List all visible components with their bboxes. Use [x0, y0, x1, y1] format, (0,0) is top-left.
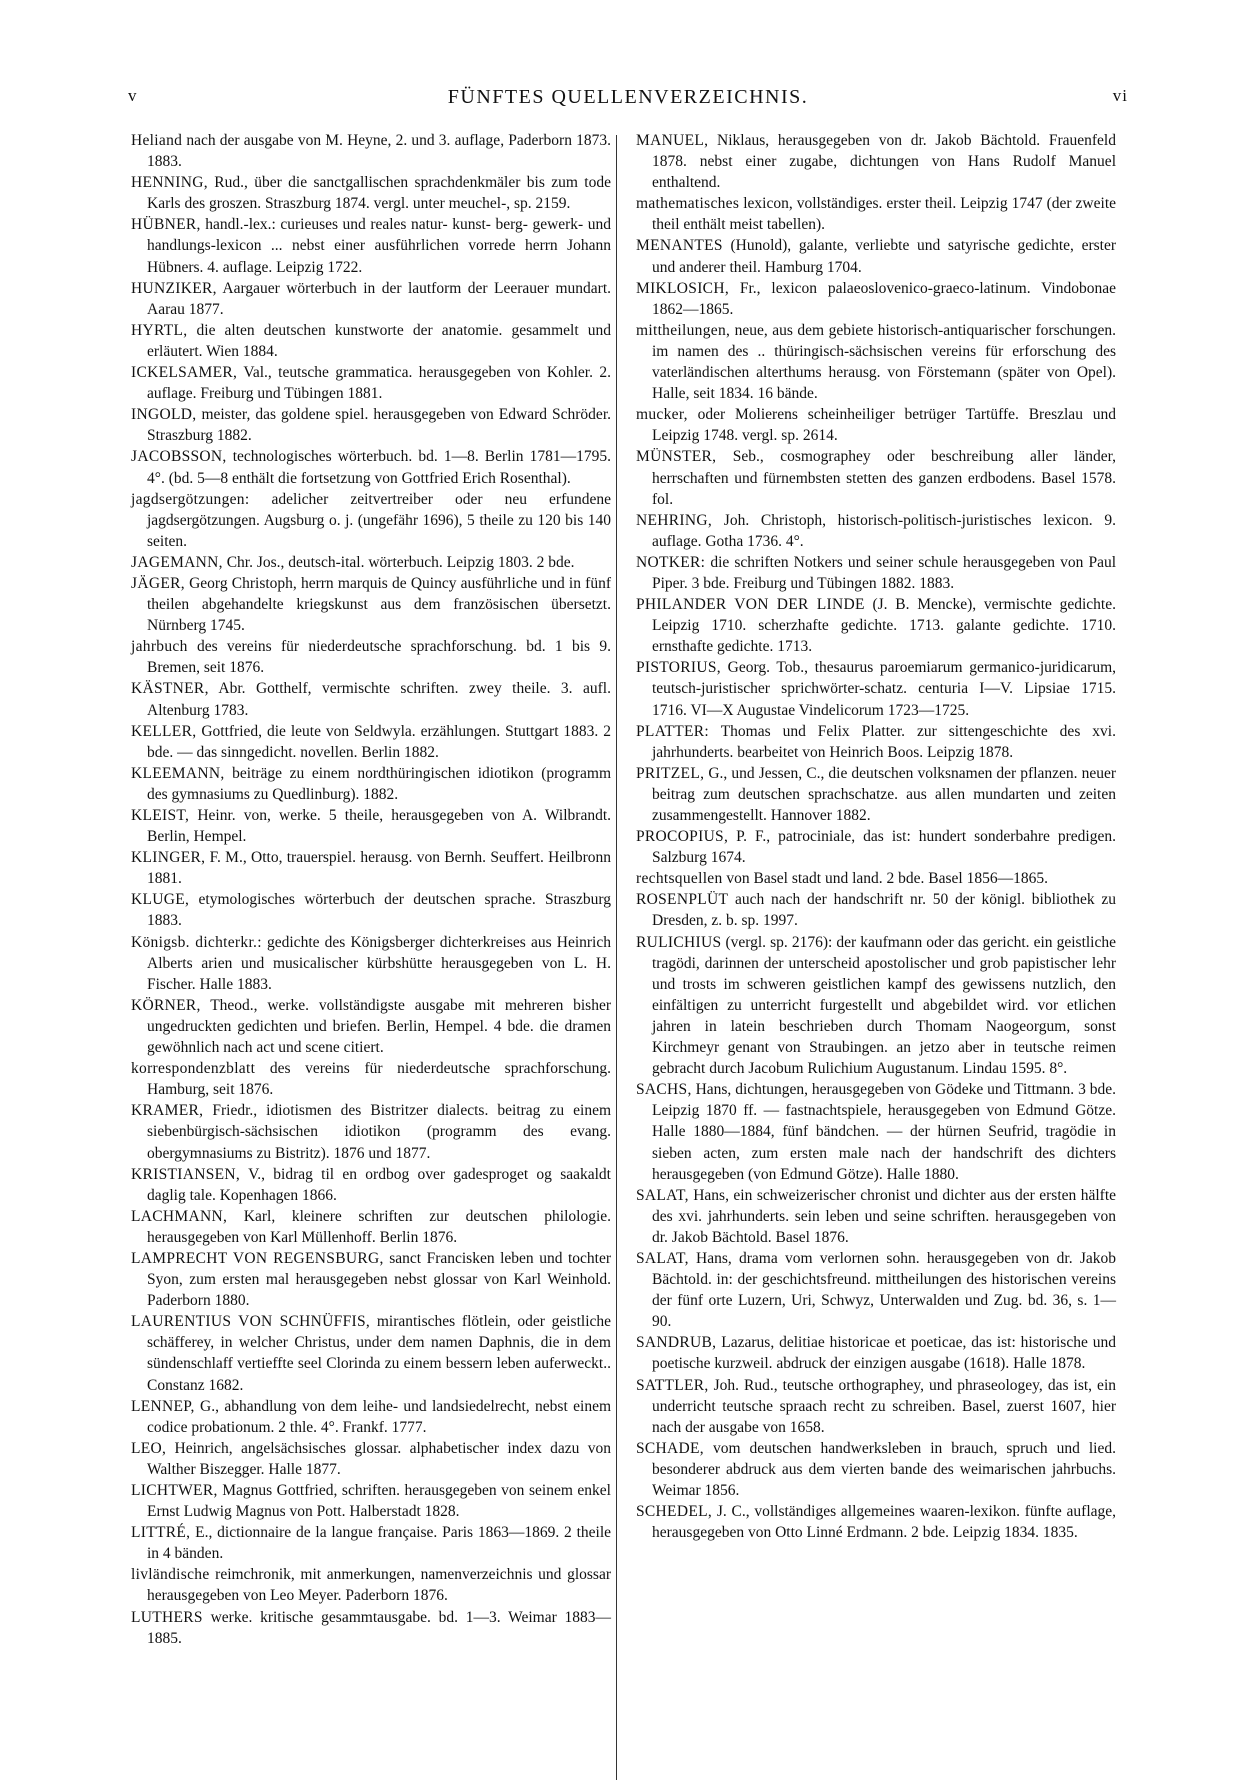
- entry-text: Thomas und Felix Platter. zur sittengeschichte des xvi. jahrhunderts. bearbeitet von Heinrich Boos. Leipzig 1878.: [652, 722, 1116, 761]
- entry-headword: Königsb. dichterkr.:: [131, 933, 262, 951]
- page-number-left: v: [128, 86, 138, 105]
- entry-text: werke. kritische gesammtausgabe. bd. 1—3. Weimar 1883—1885.: [147, 1608, 611, 1647]
- bibliography-entry: [131, 573, 611, 636]
- entry-text: des vereins für niederdeutsche sprachforschung. bd. 1 bis 9. Bremen, seit 1876.: [147, 638, 611, 677]
- bibliography-entry: [131, 1564, 611, 1606]
- entry-text: des vereins für niederdeutsche sprachforschung. Hamburg, seit 1876.: [147, 1060, 611, 1099]
- entry-text: oder Molierens scheinheiliger betrüger Tartüffe. Breszlau und Leipzig 1748. vergl. sp. 2614.: [652, 406, 1117, 445]
- entry-headword: PHILANDER VON DER LINDE: [636, 596, 865, 614]
- entry-headword: mucker,: [636, 406, 688, 424]
- bibliography-entry: [131, 636, 611, 678]
- entry-text: Joh. Christoph, historisch-politisch-juristisches lexicon. 9. auflage. Gotha 1736. 4°.: [652, 511, 1117, 550]
- entry-text: Hans, dichtungen, herausgegeben von Gödeke und Tittmann. 3 bde. Leipzig 1870 ff. — fastnachtspiele, herausgegeben von Edmund Götze. Halle 1880—1884, fünf bändchen. — der hürnen Seufrid, tragödie in sieben acten, zum ersten male nach der handschrift des dichters herausgegeben (von Edmund Götze). Halle 1880.: [652, 1081, 1117, 1183]
- entry-text: E., dictionnaire de la langue française. Paris 1863—1869. 2 theile in 4 bänden.: [147, 1524, 612, 1563]
- entry-headword: ICKELSAMER,: [131, 364, 238, 382]
- entry-headword: mittheilungen,: [636, 321, 731, 339]
- bibliography-entry: [131, 1396, 611, 1438]
- entry-text: Gottfried, die leute von Seldwyla. erzählungen. Stuttgart 1883. 2 bde. — das sinngedicht. novellen. Berlin 1882.: [147, 722, 611, 761]
- entry-headword: INGOLD,: [131, 406, 197, 424]
- bibliography-entry: [131, 721, 611, 763]
- entry-text: beiträge zu einem nordthüringischen idiotikon (programm des gymnasiums zu Quedlinburg). 1882.: [147, 764, 611, 803]
- entry-text: V., bidrag til en ordbog over gadesproget og saakaldt daglig tale. Kopenhagen 1866.: [147, 1165, 611, 1204]
- bibliography-entry: [636, 1248, 1116, 1332]
- bibliography-entry: [636, 130, 1116, 193]
- entry-headword: MIKLOSICH,: [636, 279, 729, 297]
- entry-headword: HUNZIKER,: [131, 279, 217, 297]
- entry-text: Karl, kleinere schriften zur deutschen philologie. herausgegeben von Karl Müllenhoff. Berlin 1876.: [147, 1207, 612, 1246]
- entry-text: Val., teutsche grammatica. herausgegeben von Kohler. 2. auflage. Freiburg und Tübingen 1881.: [147, 364, 611, 403]
- bibliography-entry: [636, 1332, 1116, 1374]
- bibliography-entry: [636, 235, 1116, 277]
- entry-text: nach der ausgabe von M. Heyne, 2. und 3. auflage, Paderborn 1873. 1883.: [147, 132, 611, 171]
- bibliography-entry: [636, 1375, 1116, 1438]
- bibliography-entry: [636, 320, 1116, 404]
- entry-headword: KÖRNER,: [131, 996, 201, 1014]
- left-column: [131, 130, 611, 1649]
- bibliography-entry: [636, 826, 1116, 868]
- entry-text: reimchronik, mit anmerkungen, namenverzeichnis und glossar herausgegeben von Leo Meyer. Paderborn 1876.: [147, 1566, 611, 1605]
- entry-text: technologisches wörterbuch. bd. 1—8. Berlin 1781—1795. 4°. (bd. 5—8 enthält die fortsetzung von Gottfried Erich Rosenthal).: [147, 448, 611, 487]
- bibliography-entry: [636, 278, 1116, 320]
- bibliography-entry: [131, 130, 611, 172]
- entry-headword: rechtsquellen: [636, 870, 723, 888]
- bibliography-entry: [131, 489, 611, 552]
- entry-text: Rud., über die sanctgallischen sprachdenkmäler bis zum tode Karls des groszen. Straszburg 1874. vergl. unter meuchel-, sp. 2159.: [147, 174, 611, 213]
- bibliography-entry: [636, 594, 1116, 657]
- entry-headword: LENNEP,: [131, 1397, 195, 1415]
- entry-headword: KLEIST,: [131, 807, 190, 824]
- entry-headword: LICHTWER,: [131, 1482, 218, 1499]
- entry-headword: ROSENPLÜT: [636, 891, 729, 909]
- entry-headword: LACHMANN,: [131, 1207, 228, 1225]
- entry-headword: JACOBSSON,: [131, 448, 227, 466]
- bibliography-entry: [636, 1079, 1116, 1184]
- entry-headword: MÜNSTER,: [636, 448, 717, 466]
- entry-headword: MENANTES: [636, 237, 723, 255]
- entry-text: Fr., lexicon palaeoslovenico-graeco-latinum. Vindobonae 1862—1865.: [652, 279, 1116, 318]
- bibliography-entry: [131, 1058, 611, 1100]
- bibliography-entry: [131, 1100, 611, 1163]
- bibliography-entry: [131, 1311, 611, 1395]
- entry-text: gedichte des Königsberger dichterkreises aus Heinrich Alberts arien und musicalischer kürbshütte herausgegeben von L. H. Fischer. Halle 1883.: [147, 933, 611, 993]
- entry-headword: JAGEMANN,: [131, 553, 223, 571]
- bibliography-entry: [636, 1185, 1116, 1248]
- entry-text: Niklaus, herausgegeben von dr. Jakob Bächtold. Frauenfeld 1878. nebst einer zugabe, dichtungen von Hans Rudolf Manuel enthaltend.: [652, 132, 1116, 192]
- bibliography-entry: [131, 763, 611, 805]
- entry-headword: KRISTIANSEN,: [131, 1165, 241, 1183]
- bibliography-entry: [131, 847, 611, 889]
- bibliography-entry: [131, 320, 611, 362]
- bibliography-entry: [636, 763, 1116, 826]
- entry-headword: LITTRÉ,: [131, 1524, 191, 1542]
- entry-headword: livländische: [131, 1566, 210, 1584]
- entry-text: (J. B. Mencke), vermischte gedichte. Leipzig 1710. scherzhafte gedichte. 1713. galante gedichte. 1710. ernsthafte gedichte. 1713.: [652, 596, 1116, 656]
- bibliography-entry: [636, 510, 1116, 552]
- entry-text: die alten deutschen kunstworte der anatomie. gesammelt und erläutert. Wien 1884.: [147, 321, 611, 360]
- entry-headword: SALAT,: [636, 1249, 689, 1267]
- page-title: FÜNFTES QUELLENVERZEICHNIS.: [447, 86, 809, 108]
- entry-text: vom deutschen handwerksleben in brauch, spruch und lied. besonderer abdruck aus dem vierten bande des weimarischen jahrbuchs. Weimar 1856.: [652, 1439, 1116, 1499]
- entry-headword: LAURENTIUS VON SCHNÜFFIS,: [131, 1313, 371, 1331]
- entry-text: Georg. Tob., thesaurus paroemiarum germanico-juridicarum, teutsch-juristischer sprichwörter-schatz. centuria I—V. Lipsiae 1715. 1716. VI—X Augustae Vindelicorum 1723—1725.: [652, 659, 1117, 719]
- entry-text: Joh. Rud., teutsche orthographey, und phraseologey, das ist, ein underricht teutsche spraach recht zu schreiben. Basel, zuerst 1607, hier nach der ausgabe von 1658.: [652, 1376, 1116, 1436]
- entry-headword: KRAMER,: [131, 1102, 204, 1120]
- entry-headword: korrespondenzblatt: [131, 1060, 256, 1078]
- entry-headword: KLUGE,: [131, 891, 190, 909]
- entry-headword: SACHS,: [636, 1081, 692, 1099]
- bibliography-entry: [131, 1480, 611, 1522]
- bibliography-entry: [636, 1501, 1116, 1543]
- entry-headword: LEO,: [131, 1439, 167, 1457]
- entry-text: Heinrich, angelsächsisches glossar. alphabetischer index dazu von Walther Biszegger. Halle 1877.: [147, 1439, 611, 1478]
- entry-headword: Heliand: [131, 132, 183, 149]
- entry-text: neue, aus dem gebiete historisch-antiquarischer forschungen. im namen des .. thüringisch-sächsischen vereins für erforschung des vaterländischen alterthums herausg. von Förstemann (später von Opel). Halle, seit 1834. 16 bände.: [652, 321, 1117, 403]
- entry-text: auch nach der handschrift nr. 50 der königl. bibliothek zu Dresden, z. b. sp. 1997.: [652, 891, 1116, 930]
- entry-text: (Hunold), galante, verliebte und satyrische gedichte, erster und anderer theil. Hamburg 1704.: [652, 237, 1117, 276]
- bibliography-entry: [131, 552, 611, 573]
- bibliography-entry: [636, 1438, 1116, 1501]
- bibliography-entry: [131, 172, 611, 214]
- bibliography-entry: [131, 1248, 611, 1311]
- bibliography-entry: [131, 1522, 611, 1564]
- entry-headword: HYRTL,: [131, 321, 188, 339]
- entry-text: Lazarus, delitiae historicae et poeticae, das ist: historische und poetische kurzweil. abdruck der einzigen ausgabe (1618). Halle 1878.: [652, 1334, 1116, 1373]
- bibliography-entry: [636, 552, 1116, 594]
- entry-headword: KLINGER,: [131, 849, 206, 867]
- bibliography-entry: [131, 362, 611, 404]
- entry-headword: SATTLER,: [636, 1376, 709, 1394]
- bibliography-entry: [636, 193, 1116, 235]
- bibliography-entry: [131, 1438, 611, 1480]
- entry-text: P. F., patrociniale, das ist: hundert sonderbahre predigen. Salzburg 1674.: [652, 828, 1116, 867]
- bibliography-entry: [131, 889, 611, 931]
- entry-text: Magnus Gottfried, schriften. herausgegeben von seinem enkel Ernst Ludwig Magnus von Pott. Halberstadt 1828.: [147, 1482, 611, 1521]
- entry-headword: PLATTER:: [636, 722, 710, 740]
- bibliography-entry: [131, 1607, 611, 1649]
- entry-text: Hans, drama vom verlornen sohn. herausgegeben von dr. Jakob Bächtold. in: der geschichtsfreund. mittheilungen des historischen vereins der fünf orte Luzern, Uri, Schwyz, Unterwalden und Zug. bd. 36, s. 1—90.: [652, 1249, 1116, 1331]
- bibliography-entry: [636, 932, 1116, 1080]
- entry-text: Aargauer wörterbuch in der lautform der Leerauer mundart. Aarau 1877.: [147, 279, 611, 318]
- bibliography-entry: [131, 995, 611, 1058]
- entry-headword: SCHADE,: [636, 1439, 704, 1457]
- entry-text: die schriften Notkers und seiner schule herausgegeben von Paul Piper. 3 bde. Freiburg und Tübingen 1882. 1883.: [652, 553, 1117, 592]
- entry-headword: LAMPRECHT VON REGENSBURG,: [131, 1249, 384, 1267]
- bibliography-entry: [131, 404, 611, 446]
- bibliography-entry: [636, 721, 1116, 763]
- page-number-right: vi: [1112, 86, 1128, 105]
- entry-headword: HENNING,: [131, 174, 208, 192]
- entry-headword: MANUEL,: [636, 132, 709, 149]
- entry-text: sanct Francisken leben und tochter Syon, zum ersten mal herausgegeben nebst glossar von Karl Weinhold. Paderborn 1880.: [147, 1249, 611, 1310]
- right-column: [636, 130, 1116, 1543]
- entry-text: Abr. Gotthelf, vermischte schriften. zwey theile. 3. aufl. Altenburg 1783.: [147, 680, 611, 719]
- entry-headword: KELLER,: [131, 722, 197, 740]
- entry-text: G., abhandlung von dem leihe- und landsiedelrecht, nebst einem codice probationum. 2 thle. 4°. Frankf. 1777.: [147, 1397, 612, 1436]
- bibliography-entry: [131, 1206, 611, 1248]
- entry-headword: JÄGER,: [131, 574, 185, 592]
- entry-headword: PROCOPIUS,: [636, 828, 729, 846]
- entry-text: (vergl. sp. 2176): der kaufmann oder das gericht. ein geistliche tragödi, darinnen der unterscheid apostolischer und grob papistischer lehr und trosts im schweren geistlichen kampf des gewissens nutzlich, den einfältigen zu unterricht furgestellt und abgebildet wird. vor etlichen jahren in latein beschrieben durch Thomam Naogeorgum, sonst Kirchmeyr genant von Straubingen. an jetzo aber in teutsche reimen gebracht durch Jacobum Rulichium Augustanum. Lindau 1595. 8°.: [652, 933, 1116, 1078]
- bibliography-entry: [636, 446, 1116, 509]
- entry-headword: PRITZEL,: [636, 764, 705, 782]
- entry-headword: PISTORIUS,: [636, 659, 721, 677]
- bibliography-entry: [131, 446, 611, 488]
- entry-headword: LUTHERS: [131, 1608, 203, 1626]
- entry-headword: NOTKER:: [636, 553, 706, 571]
- entry-text: etymologisches wörterbuch der deutschen sprache. Straszburg 1883.: [147, 891, 612, 930]
- entry-headword: SANDRUB,: [636, 1334, 717, 1352]
- bibliography-entry: [131, 278, 611, 320]
- entry-text: Theod., werke. vollständigste ausgabe mit mehreren bisher ungedruckten gedichten und briefen. Berlin, Hempel. 4 bde. die dramen gewöhnlich nach act und scene citiert.: [147, 996, 611, 1057]
- entry-headword: HÜBNER,: [131, 216, 201, 234]
- bibliography-entry: [636, 657, 1116, 720]
- running-header: [128, 86, 1128, 122]
- entry-headword: jagdsergötzungen:: [131, 490, 250, 508]
- entry-text: G., und Jessen, C., die deutschen volksnamen der pflanzen. neuer beitrag zum deutschen sprachschatze. aus allen mundarten und zeiten zusammengestellt. Hannover 1882.: [652, 764, 1117, 824]
- entry-headword: KLEEMANN,: [131, 764, 225, 782]
- entry-text: meister, das goldene spiel. herausgegeben von Edward Schröder. Straszburg 1882.: [147, 406, 611, 445]
- entry-text: adelicher zeitvertreiber oder neu erfundene jagdsergötzungen. Augsburg o. j. (ungefähr 1696), 5 theile zu 120 bis 140 seiten.: [147, 490, 612, 550]
- entry-headword: SCHEDEL,: [636, 1503, 713, 1521]
- entry-text: Heinr. von, werke. 5 theile, herausgegeben von A. Wilbrandt. Berlin, Hempel.: [147, 807, 611, 846]
- entry-text: Georg Christoph, herrn marquis de Quincy ausführliche und in fünf theilen abgehandelte kriegskunst aus dem französischen übersetzt. Nürnberg 1745.: [147, 574, 612, 635]
- entry-headword: mathematisches: [636, 195, 740, 213]
- entry-text: Seb., cosmographey oder beschreibung aller länder, herrschaften und fürnembsten stetten des ganzen erdbodens. Basel 1578. fol.: [652, 448, 1117, 508]
- bibliography-entry: [636, 404, 1116, 446]
- bibliography-entry: [131, 214, 611, 277]
- entry-text: mirantisches flötlein, oder geistliche schäfferey, in welcher Christus, under dem namen Daphnis, die in dem sündenschlaff vertieffte seel Clorinda zu einem bessern leben auferweckt.. Constanz 1682.: [147, 1313, 612, 1394]
- entry-text: handl.-lex.: curieuses und reales natur- kunst- berg- gewerk- und handlungs-lexicon ... nebst einer ausführlichen vorrede herrn Johann Hübners. 4. auflage. Leipzig 1722.: [147, 216, 611, 276]
- bibliography-entry: [131, 678, 611, 720]
- entry-text: von Basel stadt und land. 2 bde. Basel 1856—1865.: [726, 870, 1048, 888]
- entry-text: J. C., vollständiges allgemeines waaren-lexikon. fünfte auflage, herausgegeben von Otto Linné Erdmann. 2 bde. Leipzig 1834. 1835.: [652, 1503, 1117, 1542]
- bibliography-entry: [131, 932, 611, 995]
- entry-text: lexicon, vollständiges. erster theil. Leipzig 1747 (der zweite theil enthält meist tabellen).: [652, 195, 1116, 234]
- entry-headword: RULICHIUS: [636, 933, 722, 951]
- bibliography-entry: [636, 868, 1116, 889]
- entry-headword: SALAT,: [636, 1186, 689, 1204]
- bibliography-entry: [131, 1164, 611, 1206]
- entry-text: Chr. Jos., deutsch-ital. wörterbuch. Leipzig 1803. 2 bde.: [226, 553, 575, 571]
- entry-headword: jahrbuch: [131, 638, 188, 656]
- entry-text: Friedr., idiotismen des Bistritzer dialects. beitrag zu einem siebenbürgisch-sächsischen idiotikon (programm des evang. obergymnasiums zu Bistritz). 1876 und 1877.: [147, 1102, 612, 1162]
- entry-headword: NEHRING,: [636, 511, 713, 529]
- entry-text: F. M., Otto, trauerspiel. herausg. von Bernh. Seuffert. Heilbronn 1881.: [147, 849, 612, 888]
- bibliography-entry: [636, 889, 1116, 931]
- entry-text: Hans, ein schweizerischer chronist und dichter aus der ersten hälfte des xvi. jahrhunderts. sein leben und seine schriften. herausgegeben von dr. Jakob Bächtold. Basel 1876.: [652, 1186, 1117, 1246]
- bibliography-entry: [131, 805, 611, 847]
- entry-headword: KÄSTNER,: [131, 680, 209, 698]
- column-divider: [616, 135, 617, 1780]
